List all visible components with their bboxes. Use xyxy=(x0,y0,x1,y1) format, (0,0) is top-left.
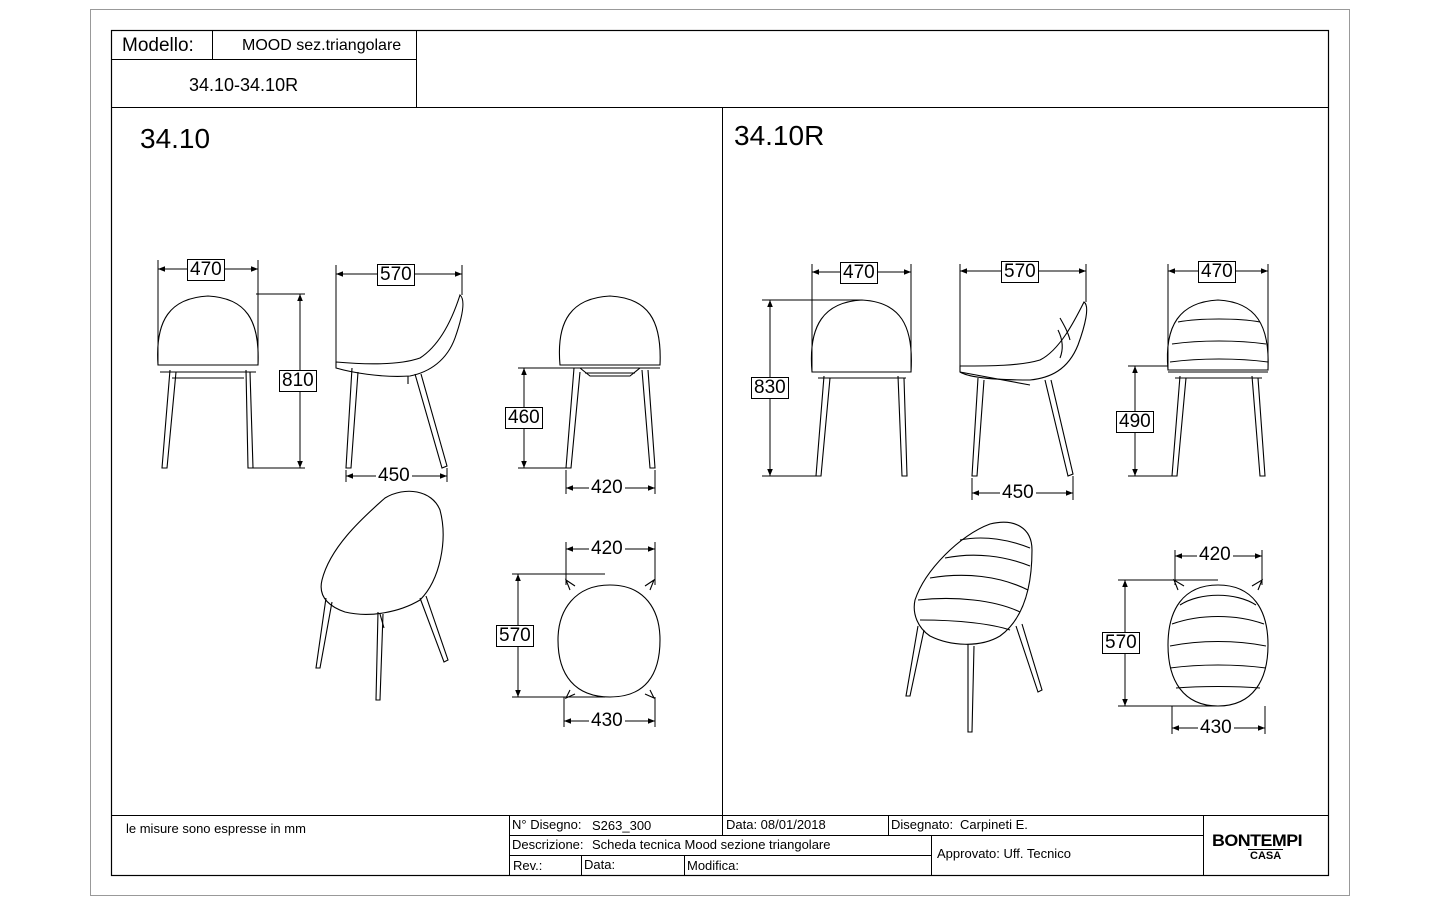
dim-r-side-base: 450 xyxy=(1002,482,1034,503)
chair-34-10R-drawings xyxy=(811,300,1268,732)
dim-r-seat-height: 490 xyxy=(1116,411,1154,433)
dim-side-base: 450 xyxy=(378,465,410,486)
dim-back-base: 420 xyxy=(591,477,623,498)
dim-front-width: 470 xyxy=(187,259,225,281)
approved: Approvato: Uff. Tecnico xyxy=(937,846,1071,861)
drawing-no-label: N° Disegno: xyxy=(512,817,582,832)
panel-title-34-10R: 34.10R xyxy=(734,120,825,151)
logo-wordmark: BONTEMPI xyxy=(1212,831,1303,850)
dim-r-height: 830 xyxy=(751,377,789,399)
drawn-label: Disegnato: xyxy=(891,817,954,832)
dimension-lines-left xyxy=(158,260,655,727)
data-label: Data: xyxy=(584,857,616,872)
dim-r-front-width: 470 xyxy=(840,262,878,284)
drawing-no: S263_300 xyxy=(592,818,652,833)
dim-top-depth: 570 xyxy=(496,625,534,647)
inner-frame xyxy=(112,31,1329,876)
logo-casa: CASA xyxy=(1250,850,1282,862)
dim-side-depth: 570 xyxy=(377,264,415,286)
model-codes: 34.10-34.10R xyxy=(189,75,299,95)
outer-frame xyxy=(91,10,1350,896)
dim-r-top-base: 430 xyxy=(1200,717,1232,738)
dim-height: 810 xyxy=(279,370,317,392)
model-value: MOOD sez.triangolare xyxy=(242,37,402,54)
rev-label: Rev.: xyxy=(513,858,543,873)
dim-r-back-width: 470 xyxy=(1198,261,1236,283)
chair-34-10-drawings xyxy=(158,295,661,700)
dim-top-width: 420 xyxy=(591,538,623,559)
modifica-label: Modifica: xyxy=(687,858,740,873)
dim-r-top-depth: 570 xyxy=(1102,632,1140,654)
bontempi-logo xyxy=(1212,832,1322,868)
dim-r-side-depth: 570 xyxy=(1001,261,1039,283)
units-note: le misure sono espresse in mm xyxy=(126,821,306,836)
drawn-by: Carpineti E. xyxy=(960,817,1028,832)
description-label: Descrizione: xyxy=(512,837,584,852)
dim-seat-height: 460 xyxy=(505,407,543,429)
panel-title-34-10: 34.10 xyxy=(140,123,211,154)
dim-top-base: 430 xyxy=(591,710,623,731)
description: Scheda tecnica Mood sezione triangolare xyxy=(592,837,831,852)
date: Data: 08/01/2018 xyxy=(726,817,826,832)
dim-r-top-width: 420 xyxy=(1199,544,1231,565)
model-label: Modello: xyxy=(122,35,194,56)
